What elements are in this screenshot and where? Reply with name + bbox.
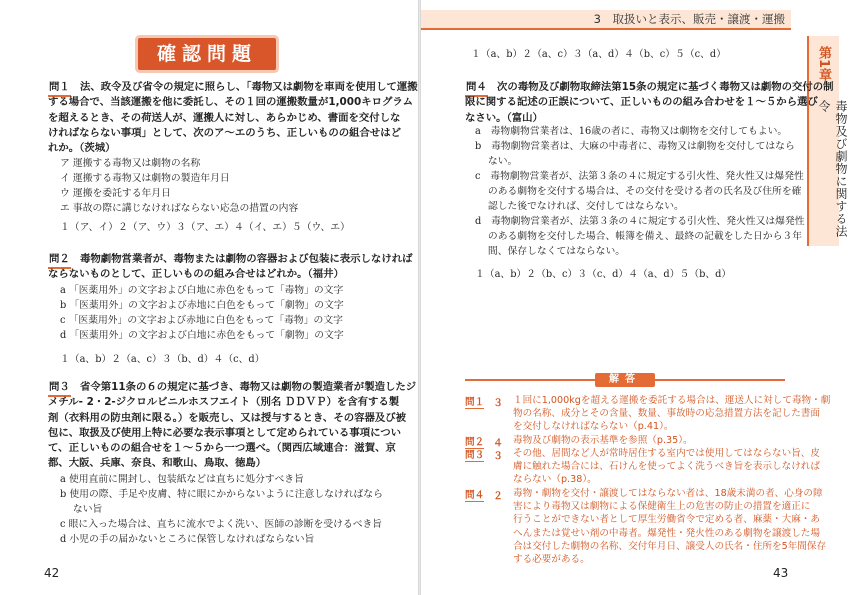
chapter-title: 毒物及び劇物に関する法令 xyxy=(817,100,848,238)
q2-item: b 「医薬用外」の文字および赤地に白色をもって「劇物」の文字 xyxy=(60,300,344,311)
banner-title: 確認問題 xyxy=(156,43,257,65)
answer-line: １回に1,000kgを超える運搬を委託する場合は、運送人に対して毒物・劇 xyxy=(513,395,831,406)
answer-1-text xyxy=(513,394,830,434)
answer-line: 物の名称、成分とその含量、数量、事故時の応急措置方法を記した書面 xyxy=(513,408,820,420)
q2-line: 毒物劇物営業者が、毒物または劇物の容器および包装に表示しなければ xyxy=(80,253,413,265)
answer-4-label: 問４ xyxy=(465,487,484,502)
question-1-items xyxy=(60,156,298,216)
q3-item: c 眼に入った場合は、直ちに流水でよく洗い、医師の診断を受けるべき旨 xyxy=(60,519,383,530)
answer-line: 害により毒物又は劇物による保健衛生上の危害の防止の措置を適正に xyxy=(513,501,811,513)
q1-item: ア 運搬する毒物又は劇物の名称 xyxy=(60,158,201,169)
answer-line: 合は交付した劇物の名称、交付年月日、譲受人の氏名・住所を5年間保存 xyxy=(513,540,827,552)
answer-line: 膚に触れた場合には、石けんを使ってよく洗うべき旨を表示しなければ xyxy=(513,461,820,473)
q3-item: a 使用直前に開封し、包装紙などは直ちに処分すべき旨 xyxy=(60,474,304,485)
q3-line: 都、大阪、兵庫、奈良、和歌山、鳥取、徳島） xyxy=(48,457,267,470)
q3-line: 包に、取扱及び使用上特に必要な表示事項として定められている事項につい xyxy=(48,426,402,439)
q1-line: れか。（茨城） xyxy=(48,142,116,155)
q4-item: d 毒物劇物営業者が、法第３条の４に規定する引火性、発火性又は爆発性 xyxy=(475,216,805,227)
q1-line: を超えるとき、その荷送人が、運搬人に対し、あらかじめ、書面を交付しな xyxy=(48,111,401,124)
chapter-tab xyxy=(807,36,848,246)
q4-line: 限に関する記述の正誤について、正しいものの組み合わせを１～５から選び xyxy=(465,96,818,109)
answer-line: 毒物・劇物を交付・譲渡してはならない者は、18歳未満の者、心身の障 xyxy=(513,488,823,499)
q4-item: c 毒物劇物営業者が、法第３条の４に規定する引火性、発火性又は爆発性 xyxy=(475,171,804,182)
question-4-items xyxy=(475,124,805,259)
answer-2-label: 問２ xyxy=(465,434,484,449)
q4-item: ない。 xyxy=(475,156,518,167)
q3-line: メチル- 2・2-ジクロルビニルホスフエイト（別名 ＤＤＶＰ）を含有する製 xyxy=(48,396,400,409)
question-3-items xyxy=(60,472,383,547)
answer-line: その他、居間など人が常時居住する室内では使用してはならない旨、皮 xyxy=(513,448,820,459)
question-4-label: 問４ xyxy=(465,80,488,97)
q3-item: d 小児の手の届かないところに保管しなければならない旨 xyxy=(60,534,315,545)
q1-item: エ 事故の際に講じなければならない応急の措置の内容 xyxy=(60,203,299,214)
answer-3-text xyxy=(513,447,820,487)
answer-1-number: ３ xyxy=(493,398,503,409)
answer-line: 毒物及び劇物の表示基準を参照（p.35）。 xyxy=(513,435,693,446)
review-banner xyxy=(138,38,276,70)
q2-item: c 「医薬用外」の文字および赤地に白色をもって「毒物」の文字 xyxy=(60,315,343,326)
q2-line: ならないものとして、正しいものの組み合せはどれか。（福井） xyxy=(48,268,344,281)
answer-line: 行うことができない者として厚生労働省令で定める者、麻薬・大麻・あ xyxy=(513,514,820,526)
left-page xyxy=(0,0,418,595)
answer-4-text xyxy=(513,487,826,566)
q4-line: 次の毒物及び劇物取締法第15条の規定に基づく毒物又は劇物の交付の制 xyxy=(497,81,834,93)
answers-title: 解答 xyxy=(595,373,655,387)
question-4-options: １（a、b）２（b、c）３（c、d）４（a、d）５（b、d） xyxy=(475,269,732,280)
q3-line: 剤（衣料用の防虫剤に限る。）を販売し、又は授与するとき、その容器及び被 xyxy=(48,411,407,424)
question-1-options: １（ア、イ）２（ア、ウ）３（ア、エ）４（イ、エ）５（ウ、エ） xyxy=(60,222,350,233)
q4-item: のある劇物を交付した場合、帳簿を備え、最終の記載をした日から３年 xyxy=(475,231,802,242)
page-number-left: 42 xyxy=(44,566,60,580)
q4-line: なさい。（富山） xyxy=(465,111,543,124)
q3-line: て、正しいものの組合せを１～５から一つ選べ。（関西広域連合：滋賀、京 xyxy=(48,442,396,455)
running-header xyxy=(421,10,791,30)
question-2-label: 問２ xyxy=(48,252,71,269)
answer-line: を交付しなければならない（p.41）。 xyxy=(513,421,674,433)
answer-line: へんまたは覚せい剤の中毒者。爆発性・発火性のある劇物を譲渡した場 xyxy=(513,527,820,539)
chapter-number: 第1章 xyxy=(816,46,831,82)
page-number-right: 43 xyxy=(773,566,789,580)
answers-heading xyxy=(465,373,785,387)
q2-item: a 「医薬用外」の文字および白地に赤色をもって「毒物」の文字 xyxy=(60,285,344,296)
q1-line: する場合で、当該運搬を他に委託し、その１回の運搬数量が1,000キログラム xyxy=(48,96,414,109)
question-2-options: １（a、b）２（a、c）３（b、d）４（c、d） xyxy=(60,354,265,365)
q4-item: b 毒物劇物営業者は、大麻の中毒者に、毒物又は劇物を交付してはなら xyxy=(475,141,795,152)
q1-line: ければならない事項」として、次のア～エのうち、正しいものの組合せはど xyxy=(48,126,402,139)
question-3-label: 問３ xyxy=(48,380,71,397)
answer-line: する必要がある。 xyxy=(513,554,590,566)
q1-item: ウ 運搬を委託する年月日 xyxy=(60,188,171,199)
answer-2-text xyxy=(513,434,693,447)
question-2-items xyxy=(60,283,344,343)
right-page xyxy=(421,0,848,595)
q2-item: d 「医薬用外」の文字および白地に赤色をもって「劇物」の文字 xyxy=(60,330,344,341)
q1-line: 法、政令及び省令の規定に照らし、「毒物又は劇物を車両を使用して運搬 xyxy=(80,81,418,93)
q4-item: のある劇物を交付する場合は、その交付を受ける者の氏名及び住所を確 xyxy=(475,186,802,197)
q4-item: 間、保存しなくてはならない。 xyxy=(475,246,626,257)
answer-4-number: ２ xyxy=(493,491,503,502)
q4-item: 認した後でなければ、交付してはならない。 xyxy=(475,201,684,212)
running-head-text: 3 取扱いと表示、販売・譲渡・運搬 xyxy=(593,12,785,26)
q3-line: 省令第11条の６の規定に基づき、毒物又は劇物の製造業者が製造したジ xyxy=(80,381,417,393)
q1-item: イ 運搬する毒物又は劇物の製造年月日 xyxy=(60,173,230,184)
answer-3-number: ３ xyxy=(493,451,503,462)
answer-3-label: 問３ xyxy=(465,447,484,462)
answer-2-number: ４ xyxy=(493,438,503,449)
question-3-options: １（a、b）２（a、c）３（a、d）４（b、c）５（c、d） xyxy=(471,49,727,60)
question-1-label: 問１ xyxy=(48,80,71,97)
q3-item: ない旨 xyxy=(60,504,103,515)
answer-1-label: 問１ xyxy=(465,394,484,409)
q3-item: b 使用の際、手足や皮膚、特に眼にかからないように注意しなければなら xyxy=(60,489,383,500)
answer-line: ならない（p.38）。 xyxy=(513,474,597,486)
q4-item: a 毒物劇物営業者は、16歳の者に、毒物又は劇物を交付してもよい。 xyxy=(475,126,788,137)
